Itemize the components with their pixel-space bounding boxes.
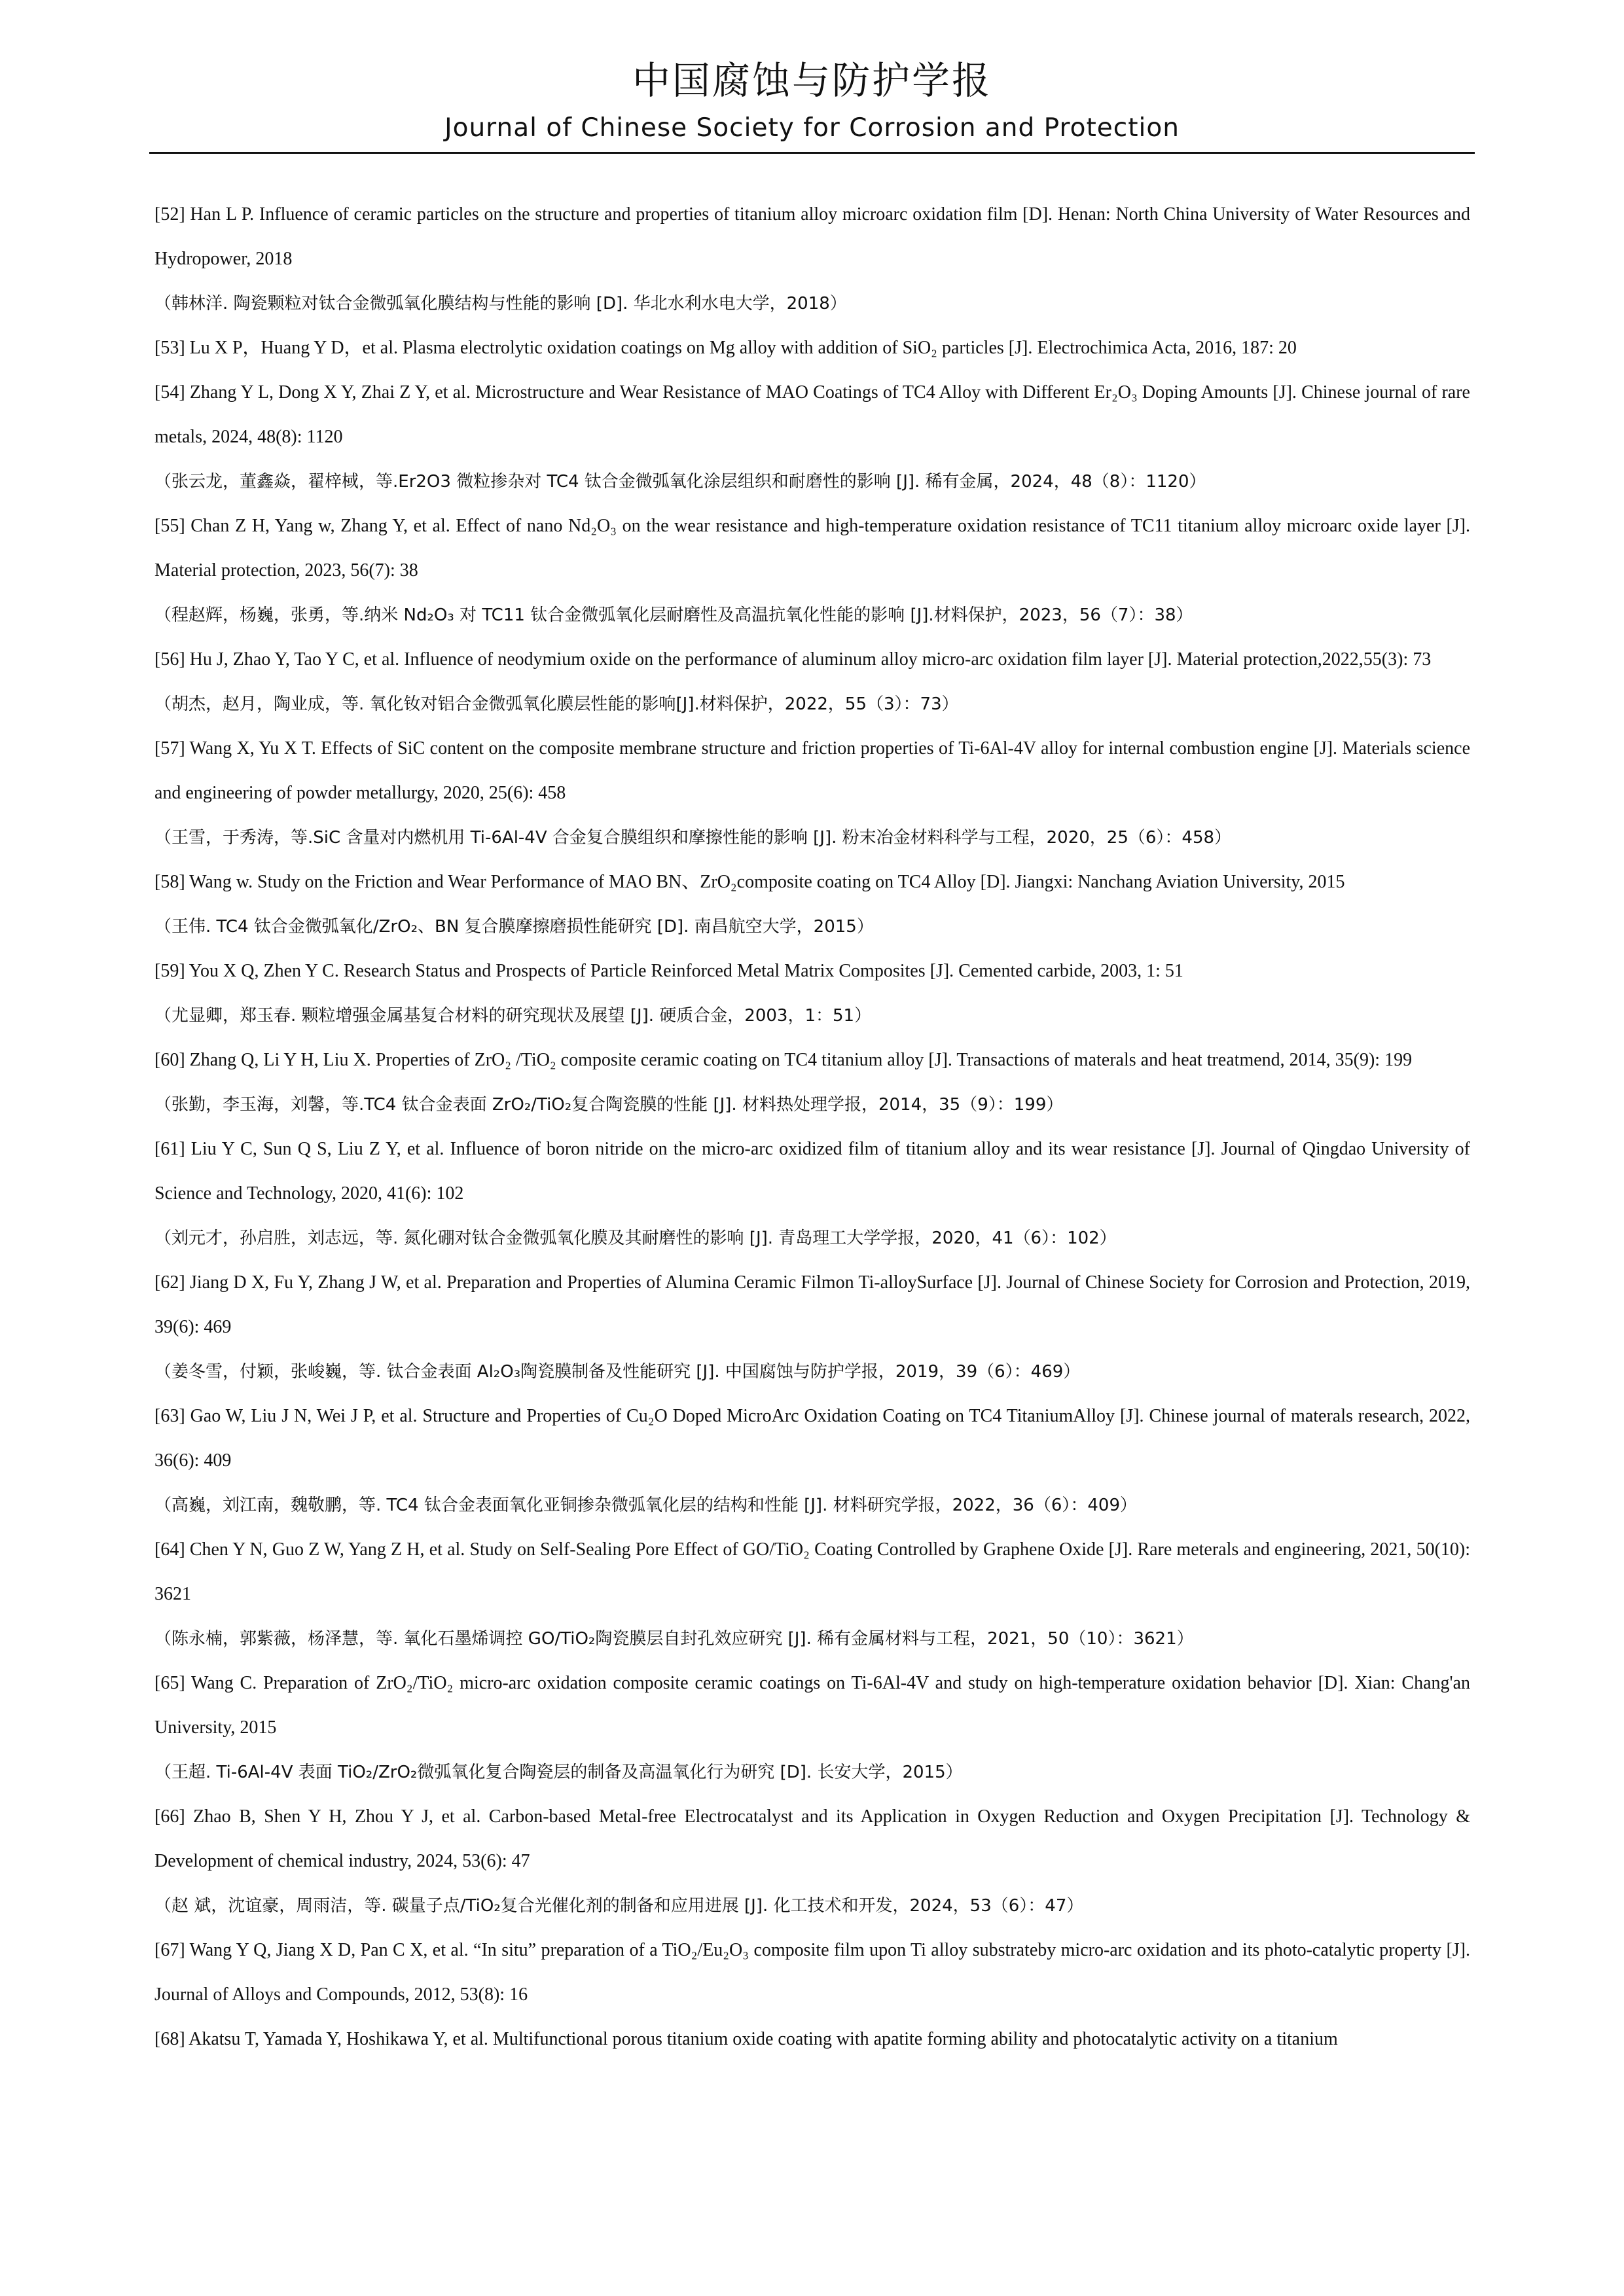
reference-65 bbox=[154, 1661, 1470, 1795]
reference-61 bbox=[154, 1127, 1470, 1261]
reference-english: [60] Zhang Q, Li Y H, Liu X. Properties of ZrO₂ /TiO₂ composite ceramic coating on TC4 titanium alloy [J]. Transactions of materals and heat treatmend, 2014, 35(9): 199 bbox=[154, 1050, 1413, 1070]
reference-53 bbox=[154, 326, 1470, 370]
reference-54 bbox=[154, 370, 1470, 504]
reference-english: [56] Hu J, Zhao Y, Tao Y C, et al. Influence of neodymium oxide on the performance of aluminum alloy micro-arc oxidation film layer [J]. Material protection,2022,55(3): 73 bbox=[154, 649, 1432, 670]
reference-chinese: （王超. Ti-6Al-4V 表面 TiO₂/ZrO₂微弧氧化复合陶瓷层的制备及高温氧化行为研究 [D]. 长安大学，2015） bbox=[154, 1763, 963, 1782]
reference-english: [53] Lu X P，Huang Y D，et al. Plasma electrolytic oxidation coatings on Mg alloy with addition of SiO₂ particles [J]. Electrochimica Acta, 2016, 187: 20 bbox=[154, 338, 1297, 358]
reference-chinese: （尤显卿，郑玉春. 颗粒增强金属基复合材料的研究现状及展望 [J]. 硬质合金，2003，1：51） bbox=[154, 1006, 872, 1026]
reference-chinese: （姜冬雪，付颖，张峻巍，等. 钛合金表面 Al₂O₃陶瓷膜制备及性能研究 [J]. 中国腐蚀与防护学报，2019，39（6）：469） bbox=[154, 1362, 1081, 1382]
reference-english: [61] Liu Y C, Sun Q S, Liu Z Y, et al. Influence of boron nitride on the micro-arc oxidized film of titanium alloy and its wear resistance [J]. Journal of Qingdao University of Science and Technology, 2020, 41(6): 102 bbox=[154, 1139, 1470, 1204]
reference-62 bbox=[154, 1261, 1470, 1394]
reference-chinese: （高巍，刘江南，魏敬鹏，等. TC4 钛合金表面氧化亚铜掺杂微弧氧化层的结构和性能 [J]. 材料研究学报，2022，36（6）：409） bbox=[154, 1496, 1138, 1515]
reference-58 bbox=[154, 860, 1470, 949]
header-divider bbox=[149, 152, 1475, 154]
reference-english: [62] Jiang D X, Fu Y, Zhang J W, et al. Preparation and Properties of Alumina Ceramic Filmon Ti-alloySurface [J]. Journal of Chinese Society for Corrosion and Protection, 2019, 39(6): 469 bbox=[154, 1272, 1470, 1337]
reference-chinese: （胡杰，赵月，陶业成，等. 氧化钕对铝合金微弧氧化膜层性能的影响[J].材料保护，2022，55（3）：73） bbox=[154, 694, 959, 714]
reference-52 bbox=[154, 192, 1470, 326]
reference-english: [66] Zhao B, Shen Y H, Zhou Y J, et al. Carbon-based Metal-free Electrocatalyst and its Application in Oxygen Reduction and Oxygen Precipitation [J]. Technology & Development of chemical industry, 2024, 53(6): 47 bbox=[154, 1806, 1470, 1871]
reference-english: [64] Chen Y N, Guo Z W, Yang Z H, et al. Study on Self-Sealing Pore Effect of GO/TiO₂ Coating Controlled by Graphene Oxide [J]. Rare meterals and engineering, 2021, 50(10): 3621 bbox=[154, 1539, 1470, 1604]
reference-english: [59] You X Q, Zhen Y C. Research Status and Prospects of Particle Reinforced Metal Matrix Composites [J]. Cemented carbide, 2003, 1: 51 bbox=[154, 961, 1183, 981]
reference-english: [58] Wang w. Study on the Friction and Wear Performance of MAO BN、ZrO₂composite coating on TC4 Alloy [D]. Jiangxi: Nanchang Aviation University, 2015 bbox=[154, 872, 1345, 892]
reference-59 bbox=[154, 949, 1470, 1038]
reference-english: [54] Zhang Y L, Dong X Y, Zhai Z Y, et al. Microstructure and Wear Resistance of MAO Coatings of TC4 Alloy with Different Er₂O₃ Doping Amounts [J]. Chinese journal of rare metals, 2024, 48(8): 1120 bbox=[154, 382, 1470, 447]
reference-english: [65] Wang C. Preparation of ZrO₂/TiO₂ micro-arc oxidation composite ceramic coatings on Ti-6Al-4V and study on high-temperature oxidation behavior [D]. Xian: Chang'an University, 2015 bbox=[154, 1673, 1470, 1738]
reference-57 bbox=[154, 726, 1470, 860]
reference-chinese: （张勤，李玉海，刘馨，等.TC4 钛合金表面 ZrO₂/TiO₂复合陶瓷膜的性能 [J]. 材料热处理学报，2014，35（9）：199） bbox=[154, 1095, 1064, 1115]
reference-chinese: （韩林洋. 陶瓷颗粒对钛合金微弧氧化膜结构与性能的影响 [D]. 华北水利水电大学，2018） bbox=[154, 294, 847, 314]
reference-64 bbox=[154, 1528, 1470, 1661]
reference-english: [57] Wang X, Yu X T. Effects of SiC content on the composite membrane structure and friction properties of Ti-6Al-4V alloy for internal combustion engine [J]. Materials science and engineering of powder metallurgy, 2020, 25(6): 458 bbox=[154, 738, 1470, 803]
reference-56 bbox=[154, 637, 1470, 726]
reference-english: [68] Akatsu T, Yamada Y, Hoshikawa Y, et al. Multifunctional porous titanium oxide coating with apatite forming ability and photocatalytic activity on a titanium bbox=[154, 2029, 1338, 2049]
reference-68 bbox=[154, 2017, 1470, 2062]
reference-list bbox=[154, 192, 1470, 2062]
reference-english: [55] Chan Z H, Yang w, Zhang Y, et al. Effect of nano Nd₂O₃ on the wear resistance and high-temperature oxidation resistance of TC11 titanium alloy microarc oxide layer [J]. Material protection, 2023, 56(7): 38 bbox=[154, 516, 1470, 581]
reference-chinese: （赵 斌，沈谊豪，周雨洁，等. 碳量子点/TiO₂复合光催化剂的制备和应用进展 [J]. 化工技术和开发，2024，53（6）：47） bbox=[154, 1896, 1084, 1916]
reference-english: [52] Han L P. Influence of ceramic particles on the structure and properties of titanium alloy microarc oxidation film [D]. Henan: North China University of Water Resources and Hydropower, 2018 bbox=[154, 204, 1470, 269]
journal-title-english: Journal of Chinese Society for Corrosion and Protection bbox=[444, 113, 1180, 143]
reference-55 bbox=[154, 504, 1470, 637]
reference-chinese: （王伟. TC4 钛合金微弧氧化/ZrO₂、BN 复合膜摩擦磨损性能研究 [D]. 南昌航空大学，2015） bbox=[154, 917, 874, 937]
journal-header bbox=[149, 52, 1475, 148]
reference-english: [63] Gao W, Liu J N, Wei J P, et al. Structure and Properties of Cu₂O Doped MicroArc Oxidation Coating on TC4 TitaniumAlloy [J]. Chinese journal of materals research, 2022, 36(6): 409 bbox=[154, 1406, 1470, 1471]
reference-chinese: （刘元才，孙启胜，刘志远，等. 氮化硼对钛合金微弧氧化膜及其耐磨性的影响 [J]. 青岛理工大学学报，2020，41（6）：102） bbox=[154, 1229, 1117, 1248]
reference-63 bbox=[154, 1394, 1470, 1528]
reference-chinese: （王雪，于秀涛，等.SiC 含量对内燃机用 Ti-6Al-4V 合金复合膜组织和摩擦性能的影响 [J]. 粉末冶金材料科学与工程，2020，25（6）：458） bbox=[154, 828, 1232, 848]
reference-chinese: （陈永楠，郭紫薇，杨泽慧，等. 氧化石墨烯调控 GO/TiO₂陶瓷膜层自封孔效应研究 [J]. 稀有金属材料与工程，2021，50（10）：3621） bbox=[154, 1629, 1194, 1649]
reference-60 bbox=[154, 1038, 1470, 1127]
reference-chinese: （张云龙，董鑫焱，翟梓棫，等.Er2O3 微粒掺杂对 TC4 钛合金微弧氧化涂层组织和耐磨性的影响 [J]. 稀有金属，2024，48（8）：1120） bbox=[154, 472, 1206, 492]
reference-chinese: （程赵辉，杨巍，张勇，等.纳米 Nd₂O₃ 对 TC11 钛合金微弧氧化层耐磨性及高温抗氧化性能的影响 [J].材料保护，2023，56（7）：38） bbox=[154, 605, 1193, 625]
reference-67 bbox=[154, 1928, 1470, 2017]
journal-title-chinese: 中国腐蚀与防护学报 bbox=[632, 58, 992, 103]
reference-66 bbox=[154, 1795, 1470, 1928]
reference-english: [67] Wang Y Q, Jiang X D, Pan C X, et al. “In situ” preparation of a TiO₂/Eu₂O₃ composite film upon Ti alloy substrateby micro-arc oxidation and its photo-catalytic property [J]. Journal of Alloys and Compounds, 2012, 53(8): 16 bbox=[154, 1940, 1470, 2005]
